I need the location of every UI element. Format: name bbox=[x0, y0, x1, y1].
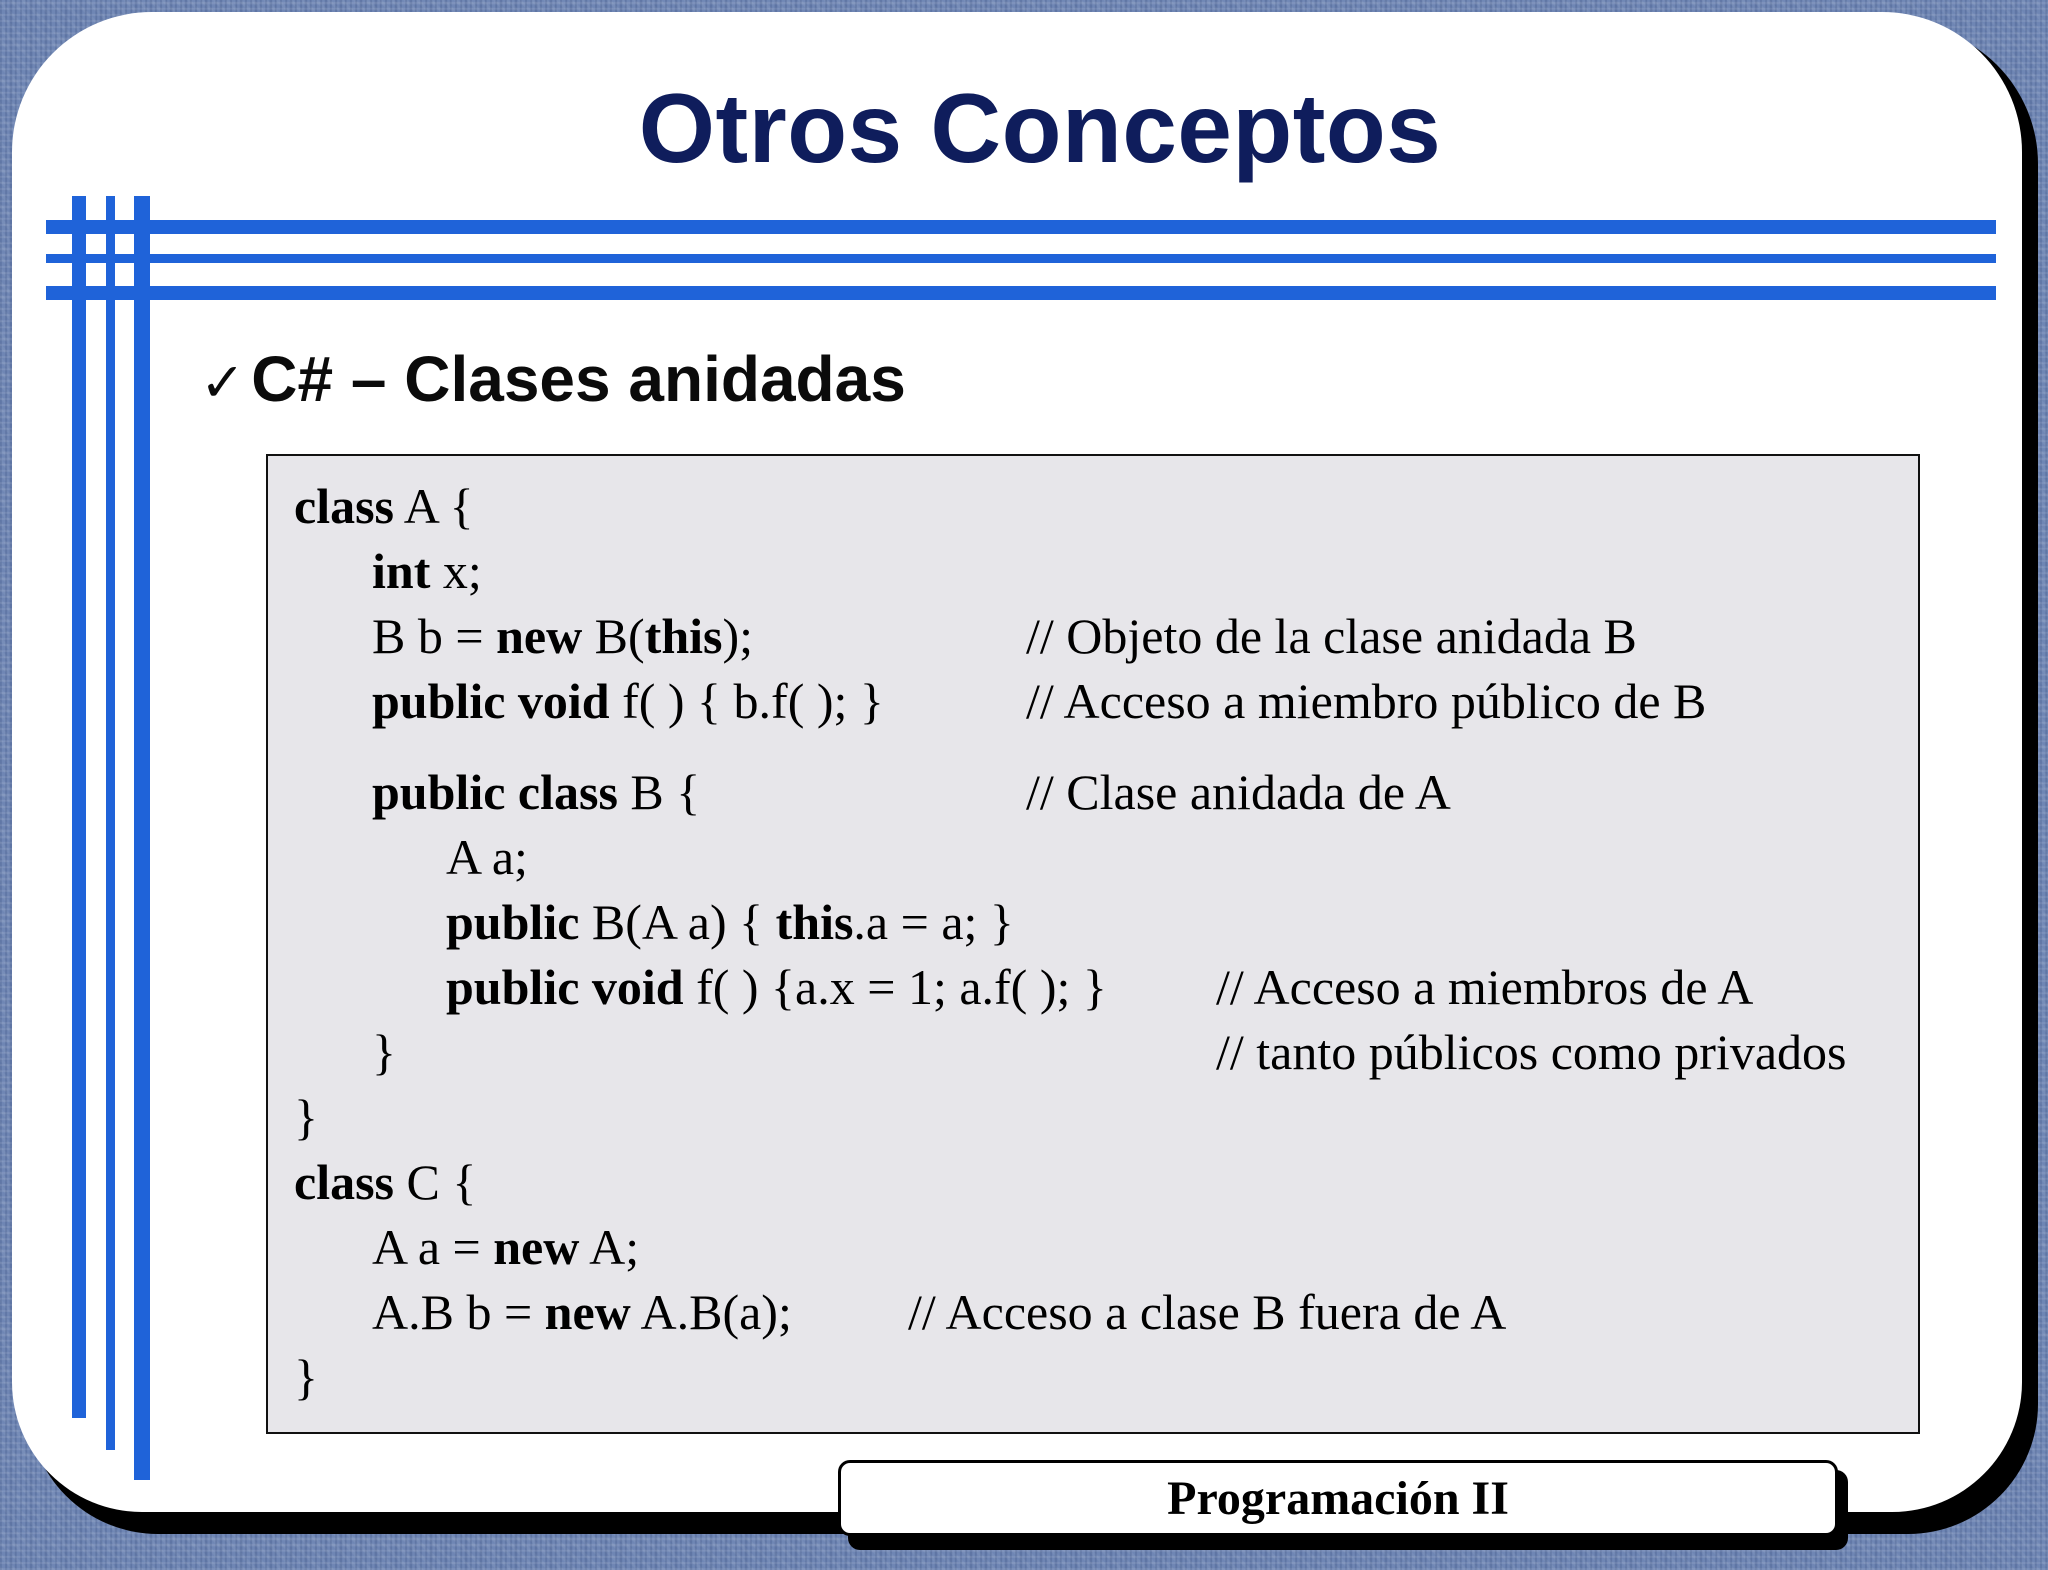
code-line-3: B b = new B(this); bbox=[372, 608, 754, 664]
code-line-2: int x; bbox=[372, 543, 482, 599]
code-line-7: public B(A a) { this.a = a; } bbox=[446, 894, 1014, 950]
code-comment-2: // Acceso a miembro público de B bbox=[1026, 673, 1707, 729]
bullet-heading bbox=[200, 342, 906, 416]
code-line-6: A a; bbox=[446, 829, 528, 885]
code-line-5: public class B { bbox=[372, 764, 701, 820]
code-line-14: } bbox=[294, 1349, 318, 1405]
code-line-12: A a = new A; bbox=[372, 1219, 640, 1275]
code-comment-1: // Objeto de la clase anidada B bbox=[1026, 608, 1637, 664]
code-box bbox=[266, 454, 1920, 1434]
decorative-horizontal-line-2 bbox=[46, 254, 1996, 263]
code-comment-4: // Acceso a miembros de A bbox=[1216, 959, 1754, 1015]
footer-course-label: Programación II bbox=[838, 1460, 1838, 1536]
decorative-vertical-line-3 bbox=[134, 196, 150, 1480]
code-line-10: } bbox=[294, 1089, 318, 1145]
code-line-4: public void f( ) { b.f( ); } bbox=[372, 673, 884, 729]
code-line-11: class C { bbox=[294, 1154, 477, 1210]
code-line-13: A.B b = new A.B(a); bbox=[372, 1284, 792, 1340]
decorative-vertical-line-1 bbox=[72, 196, 86, 1418]
checkmark-icon: ✓ bbox=[200, 351, 246, 414]
decorative-vertical-line-2 bbox=[106, 196, 115, 1450]
bullet-heading-text: C# – Clases anidadas bbox=[251, 343, 906, 415]
code-comment-5: // tanto públicos como privados bbox=[1216, 1024, 1847, 1080]
code-comment-3: // Clase anidada de A bbox=[1026, 764, 1451, 820]
decorative-horizontal-line-3 bbox=[46, 286, 1996, 300]
code-line-1: class A { bbox=[294, 478, 474, 534]
decorative-horizontal-line-1 bbox=[46, 220, 1996, 234]
slide-title: Otros Conceptos bbox=[638, 73, 1442, 183]
code-line-9: } bbox=[372, 1024, 396, 1080]
code-line-8: public void f( ) {a.x = 1; a.f( ); } bbox=[446, 959, 1107, 1015]
code-comment-6: // Acceso a clase B fuera de A bbox=[908, 1284, 1507, 1340]
